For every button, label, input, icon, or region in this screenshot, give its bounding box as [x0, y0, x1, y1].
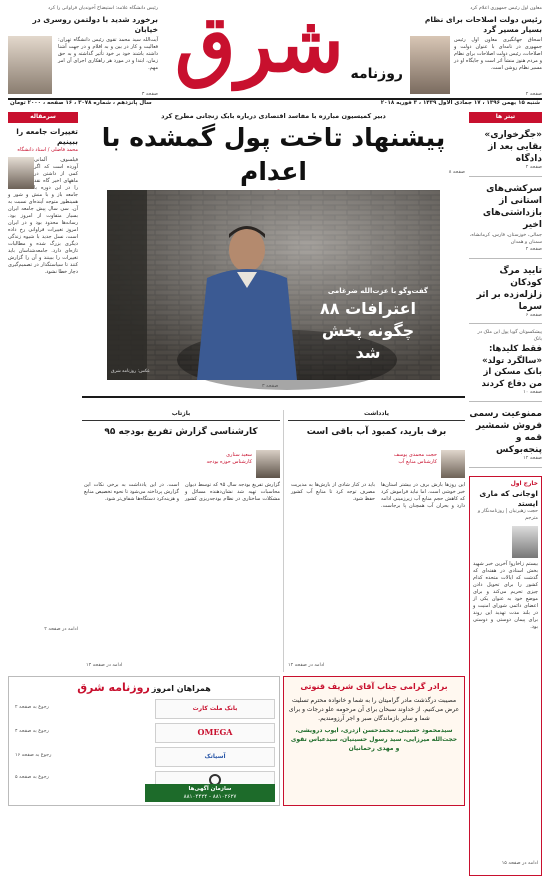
left-ref: ادامه در صفحه ۲	[44, 626, 78, 632]
right-item-5[interactable]	[469, 408, 542, 468]
ad-brand: روزنامه شرق	[77, 681, 150, 694]
ad-item-bank[interactable]: بانک ملت کارت	[155, 699, 275, 719]
right-item-4[interactable]	[469, 330, 542, 402]
ad-item-omega[interactable]: OMEGA	[155, 723, 275, 743]
col-yaddasht-body: این روزها بارش برف در بیشتر استان‌ها خبر خوشی است. اما نباید فراموش کرد که کاهش حجم منابع آب زیرزمینی ادامه دارد و بحران آب همچنان پا برجاست. باید در کنار شادی از بارش‌ها به مدیریت مصرف توجه کرد تا منابع آب کشور حفظ شود.	[291, 482, 465, 509]
main-kicker: دبیر کمیسیون مبارزه با مفاسد اقتصادی درباره بابک زنجانی مطرح کرد	[161, 112, 386, 120]
right-item-3[interactable]	[469, 265, 542, 325]
col-yaddasht-photo	[441, 450, 465, 478]
main-photo-ref: صفحه ۳	[262, 384, 279, 389]
col-yaddasht[interactable]	[283, 410, 465, 672]
left-body: فیلسوف آلمانی آورده است که اگر کمی از داشتن در ماههای اخیر گاه نقد را در این دوره با جامعه باز و با منش و شور و همینطور متوجه آینده‌ای نسبت به آن. سی سال پیش جامعه ایران بسیار متفاوت از امروز بود. رسانه‌ها محدود بود و در ایران امروز تغییرات فراوانی رخ داده است، نسل جدید با شیوه زندگی دیگری بزرگ شده و مطالبات تازه‌ای دارد. جامعه‌شناسان باید تغییرات را ببینند و آن را گزارش کنند تا سیاستگذار در تصمیم‌گیری دچار خطا نشود.	[8, 156, 78, 275]
right-item-4-kicker: پیشکسوتان گویا پول این ملک در بانک	[477, 330, 542, 343]
ad-item-asiatech-ref: رجوع به صفحه ۱۶	[15, 753, 52, 758]
right-section-label: تیتر ها	[469, 112, 542, 123]
ad-item-asiatech[interactable]: آسیاتک	[155, 747, 275, 767]
right-column	[469, 112, 542, 866]
main-rule	[82, 396, 465, 398]
col-baztab-photo	[256, 450, 280, 478]
top-right-photo	[410, 36, 450, 94]
ad-item-omega-ref: رجوع به صفحه ۴	[15, 729, 49, 734]
col-yaddasht-title: برف بارید، کمبود آب باقی است	[306, 426, 447, 437]
masthead-date: شنبه ۱۵ بهمن ۱۳۹۶ ، ۱۷ جمادی الاول ۱۴۳۹ ، ۳ فوریه ۲۰۱۸	[380, 100, 540, 106]
ad-phone: ۸۸۱۰۲۶۲۷ - ۸۸۱۰۴۴۲۴	[183, 794, 237, 800]
top-right-kicker: معاون اول رئیس جمهوری اعلام کرد	[470, 6, 542, 11]
condolence-body: مصیبت درگذشت مادر گرامیتان را به شما و خانواده محترم تسلیت عرض می‌کنیم. از خداوند سبحان برای آن مرحومه علو درجات و برای شما و سایر بازماندگان صبر و اجر آرزومندیم.	[288, 696, 460, 722]
main-headline: پیشنهاد تاخت پول گمشده با اعدام	[101, 123, 446, 187]
ad-phone-box[interactable]	[145, 784, 275, 802]
col-baztab-author: سعید ستاری کارشناس حوزه بودجه	[206, 452, 252, 466]
left-column[interactable]	[8, 112, 78, 672]
right-box-ref: ادامه در صفحه ۱۵	[501, 860, 538, 866]
masthead	[0, 0, 550, 108]
right-box[interactable]	[469, 476, 542, 876]
top-left-photo	[8, 36, 52, 94]
right-box-title: اوجانی که ماری ایستد	[479, 488, 538, 508]
col-yaddasht-section: یادداشت	[288, 410, 465, 421]
photo-caption-title: اعترافات ۸۸ چگونه پخش شد	[319, 299, 417, 362]
masthead-logo-prefix: روزنامه	[350, 66, 403, 82]
right-item-2[interactable]	[469, 183, 542, 259]
right-item-5-title: ممنوعیت رسمی فروش شمشیر قمه و پنجه‌بوکس	[469, 409, 542, 456]
ad-title: همراهان امروز	[151, 684, 211, 693]
top-right-body: اسحاق جهانگیری معاون اول رئیس جمهوری در نامه‌ای با عنوان دولت و اصلاحات، رئیس دولت اصلاحات برای نظام و مردم هنوز منشأ اثر است و جایگاه او در مسیر نظام روشن است.	[454, 37, 542, 71]
photo-credit: عکس: روزنامه شرق	[111, 369, 150, 375]
main-photo[interactable]	[107, 190, 440, 380]
right-item-3-ref: صفحه ۶	[525, 312, 542, 318]
right-box-photo	[512, 526, 538, 558]
ad-item-bank-ref: رجوع به صفحه ۲	[15, 705, 49, 710]
col-baztab[interactable]	[82, 410, 280, 672]
right-item-3-title: تایید مرگ کودکان زلزله‌زده بر اثر سرما	[476, 265, 542, 312]
col-baztab-body: گزارش تفریغ بودجه سال ۹۵ که توسط دیوان محاسبات تهیه شد نشان‌دهنده مسائل و مشکلات ساختاری در نظام بودجه‌ریزی کشور است. در این یادداشت به برخی نکات این گزارش پرداخته می‌شود تا نحوه تخصیص منابع و هزینه‌کرد دستگاه‌ها شفاف‌تر شود.	[84, 482, 280, 502]
col-baztab-title: کارشناسی گزارش تفریغ بودجه ۹۵	[104, 426, 258, 437]
left-section-label: سرمقاله	[8, 112, 78, 123]
right-box-section: خارج اول	[510, 480, 538, 488]
ad-item-emblem-ref: رجوع به صفحه ۵	[15, 775, 49, 780]
photo-caption-kicker: گفت‌وگو با عزت‌الله ضرغامی	[327, 287, 428, 295]
top-left-ref: صفحه ۳	[141, 92, 158, 97]
col-baztab-section: بازتاب	[82, 410, 280, 421]
top-left-story[interactable]	[8, 6, 158, 101]
right-item-1-ref: صفحه ۲	[525, 164, 542, 170]
condolence-signers: سیدمحمود حسینی، محمدحسن ازدری، ایوب درویشی، حجت‌الله میرزایی، سید رسول حسینیان، سیدعباس تقوی و مهدی رحمانیان	[290, 726, 458, 752]
main-ref: صفحه ۸	[448, 170, 465, 175]
top-left-title: برخورد شدید با دولتمن روسری در خیابان	[32, 14, 158, 34]
right-item-2-title: سرکشی‌های استانی از بازداشتی‌های اخیر	[482, 183, 542, 230]
right-item-1[interactable]	[469, 129, 542, 177]
ad-box[interactable]	[8, 676, 280, 806]
right-item-2-ref: صفحه ۲	[525, 246, 542, 252]
masthead-issue: سال پانزدهم ، شماره ۳۰۷۸ ، ۱۶ صفحه ، ۲۰۰۰ تومان	[10, 100, 152, 106]
top-right-story[interactable]	[410, 6, 542, 101]
masthead-logo-block	[145, 0, 407, 94]
top-right-ref: صفحه ۲	[525, 92, 542, 97]
top-left-body: آیت‌الله سید محمد تقوی رئیس دانشگاه تهران: فعالیت و کار در بین و به اقلام و در جهت آشنا داشته باشند خود بر خود تأثیر گذاشته و به حق زمان، ابتدا و در مورد هر راهکاری اجرای آن امر مهم.	[58, 37, 158, 71]
ad-phone-label: سازمان آگهی‌ها	[188, 786, 232, 792]
masthead-logo: شرق	[175, 0, 344, 90]
left-author: محمد فاضلی / استاد دانشگاه	[17, 146, 78, 153]
right-box-author: حجت زهیرنیان | روزنامه‌نگار و مترجم	[477, 508, 538, 521]
right-item-4-title: فقط کلیدها: «سالگرد تولد» بانک مسکن از من دفاع کردند	[481, 344, 542, 389]
condolence-title: برادر گرامی جناب آقای شریف قنوتی	[300, 682, 448, 691]
main-story[interactable]	[82, 112, 465, 402]
col-yaddasht-author: حجت محمدی پوسف کارشناس منابع آب	[393, 452, 437, 466]
col-baztab-ref: ادامه در صفحه ۱۴	[86, 663, 123, 669]
right-item-1-title: «جگرخواری» بقایی بعد از دادگاه	[484, 129, 542, 164]
right-box-body: بیستم زاخاروا آخرین خبر شهید بخش اسنادی در هفته‌ای که گذشت که ایالات متحده کدام کشور را برای تحویل دادن چیزی تحریم می‌کند و برای موضع خود به عنوان یکی از اعضای دائمی شورای امنیت و در بلند مدت تهدید این روند برای پیمان دوستی و دوستی بود.	[473, 560, 538, 630]
right-item-2-sub: جمالی، خوزستان، فارس، کرمانشاه، سمنان و همدان	[469, 232, 542, 245]
top-left-kicker: رئیس دانشگاه علامه: استیضاح آخوندیان فراوانی را کرد	[48, 6, 158, 11]
condolence-notice	[283, 676, 465, 806]
col-yaddasht-ref: ادامه در صفحه ۱۲	[288, 663, 325, 669]
right-item-5-ref: صفحه ۱۲	[523, 456, 542, 462]
left-title: تغییرات جامعه را ببینیم	[16, 126, 78, 146]
right-item-4-ref: صفحه ۱۰	[523, 390, 542, 396]
top-right-title: رئیس دولت اصلاحات برای نظام بسیار مسیر گرد	[424, 14, 542, 34]
